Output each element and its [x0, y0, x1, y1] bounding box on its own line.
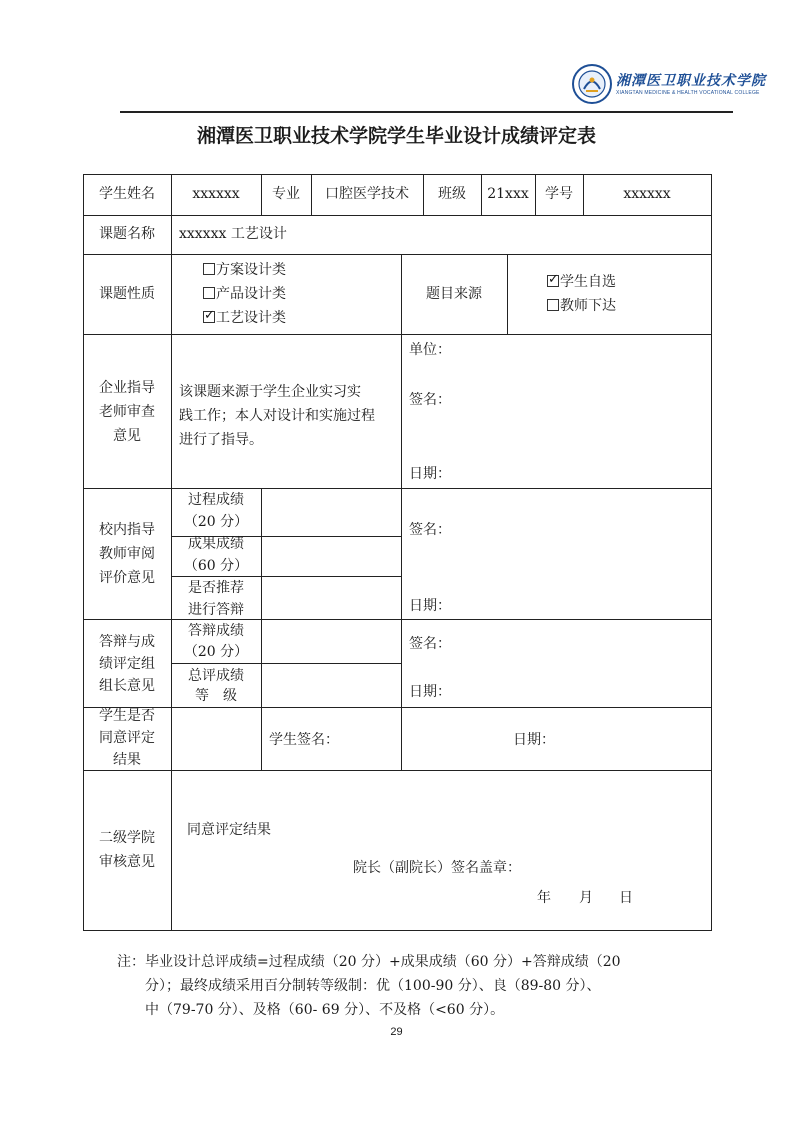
college-review-label-2: 审核意见	[99, 854, 155, 870]
logo-english-name: XIANGTAN MEDICINE & HEALTH VOCATIONAL COLLEGE	[616, 90, 760, 96]
student-name-value: xxxxxx	[192, 186, 240, 202]
enterprise-opinion-label-3: 意见	[113, 428, 141, 444]
student-agree-label-1: 学生是否	[99, 708, 155, 724]
header-rule	[120, 111, 733, 113]
student-id-label: 学号	[545, 186, 573, 202]
page-number: 29	[390, 1026, 403, 1038]
page-title: 湘潭医卫职业技术学院学生毕业设计成绩评定表	[196, 125, 596, 147]
form-note	[117, 950, 697, 1022]
review-date-year: 年	[537, 890, 551, 906]
table-rule	[83, 770, 712, 771]
class-value: 21xxx	[487, 186, 529, 202]
defense-opinion-label-1: 答辩与成	[99, 634, 155, 650]
student-sign-date-label: 日期：	[513, 732, 555, 748]
student-name-label: 学生姓名	[99, 186, 155, 202]
defense-score-label-1: 答辩成绩	[188, 623, 244, 639]
checkbox-icon	[203, 287, 215, 299]
defense-date-label: 日期：	[409, 684, 451, 700]
nature-option-label: 产品设计类	[216, 286, 286, 302]
college-logo	[572, 64, 766, 106]
logo-chinese-name: 湘潭医卫职业技术学院	[616, 73, 766, 89]
school-opinion-label-2: 教师审阅	[99, 546, 155, 562]
school-opinion-label-3: 评价意见	[99, 570, 155, 586]
student-sign-label: 学生签名：	[269, 732, 339, 748]
nature-option-plan[interactable]	[203, 258, 286, 282]
enterprise-date-label: 日期：	[409, 466, 451, 482]
nature-option-label: 方案设计类	[216, 262, 286, 278]
class-label: 班级	[438, 186, 466, 202]
defense-opinion-label-3: 组长意见	[99, 678, 155, 694]
table-border-right	[711, 174, 712, 931]
major-value: 口腔医学技术	[325, 186, 409, 202]
enterprise-unit-label: 单位：	[409, 342, 451, 358]
defense-score-label-2: （20 分）	[183, 644, 249, 660]
checkbox-checked-icon	[203, 311, 215, 323]
topic-nature-label: 课题性质	[99, 286, 155, 302]
defense-opinion-label-2: 绩评定组	[99, 656, 155, 672]
process-score-label-1: 过程成绩	[188, 492, 244, 508]
enterprise-comment-line-2: 践工作；本人对设计和实施过程	[179, 408, 375, 424]
enterprise-comment-line-1: 该课题来源于学生企业实习实	[179, 384, 361, 400]
enterprise-comment-line-3: 进行了指导。	[179, 432, 263, 448]
review-date-day: 日	[619, 890, 633, 906]
school-date-label: 日期：	[409, 598, 451, 614]
total-score-label-2: 等 级	[195, 688, 237, 704]
student-agree-label-3: 结果	[113, 752, 141, 768]
enterprise-opinion-label-1: 企业指导	[99, 380, 155, 396]
checkbox-icon	[547, 299, 559, 311]
note-line-2: 分）；最终成绩采用百分制转等级制：优（100-90 分）、良（89-80 分）、	[117, 978, 601, 994]
table-rule	[83, 254, 712, 255]
school-sign-label: 签名：	[409, 522, 451, 538]
college-review-text: 同意评定结果	[187, 822, 271, 838]
enterprise-opinion-label-2: 老师审查	[99, 404, 155, 420]
topic-label: 课题名称	[99, 226, 155, 242]
note-line-3: 中（79-70 分）、及格（60- 69 分）、不及格（<60 分）。	[117, 1002, 505, 1018]
source-option-label: 教师下达	[560, 298, 616, 314]
total-score-label-1: 总评成绩	[188, 668, 244, 684]
college-emblem-icon	[572, 64, 612, 104]
checkbox-icon	[203, 263, 215, 275]
result-score-label-1: 成果成绩	[188, 536, 244, 552]
table-border-bottom	[83, 930, 712, 931]
table-rule	[261, 707, 262, 770]
review-date-month: 月	[579, 890, 593, 906]
source-option-label: 学生自选	[560, 274, 616, 290]
nature-option-label: 工艺设计类	[216, 310, 286, 326]
source-option-student[interactable]	[547, 270, 616, 294]
enterprise-sign-label: 签名：	[409, 392, 451, 408]
student-agree-label-2: 同意评定	[99, 730, 155, 746]
school-opinion-label-1: 校内指导	[99, 522, 155, 538]
checkbox-checked-icon	[547, 275, 559, 287]
recommend-defense-label-2: 进行答辩	[188, 602, 244, 618]
defense-sign-label: 签名：	[409, 636, 451, 652]
major-label: 专业	[272, 186, 300, 202]
table-rule	[401, 334, 402, 770]
table-border-top	[83, 174, 712, 175]
evaluation-form-table	[83, 174, 712, 931]
table-rule	[507, 254, 508, 334]
table-rule	[83, 334, 712, 335]
recommend-defense-label-1: 是否推荐	[188, 580, 244, 596]
result-score-label-2: （60 分）	[183, 558, 249, 574]
note-line-1: 注：毕业设计总评成绩=过程成绩（20 分）+成果成绩（60 分）+答辩成绩（20	[117, 954, 621, 970]
nature-option-product[interactable]	[203, 282, 286, 306]
process-score-label-2: （20 分）	[183, 514, 249, 530]
student-id-value: xxxxxx	[623, 186, 671, 202]
topic-value: xxxxxx 工艺设计	[179, 226, 287, 242]
source-option-teacher[interactable]	[547, 294, 616, 318]
table-rule	[83, 215, 712, 216]
nature-option-process[interactable]	[203, 306, 286, 330]
dean-sign-label: 院长（副院长）签名盖章：	[353, 860, 521, 876]
college-review-label-1: 二级学院	[99, 830, 155, 846]
topic-source-label: 题目来源	[426, 286, 482, 302]
